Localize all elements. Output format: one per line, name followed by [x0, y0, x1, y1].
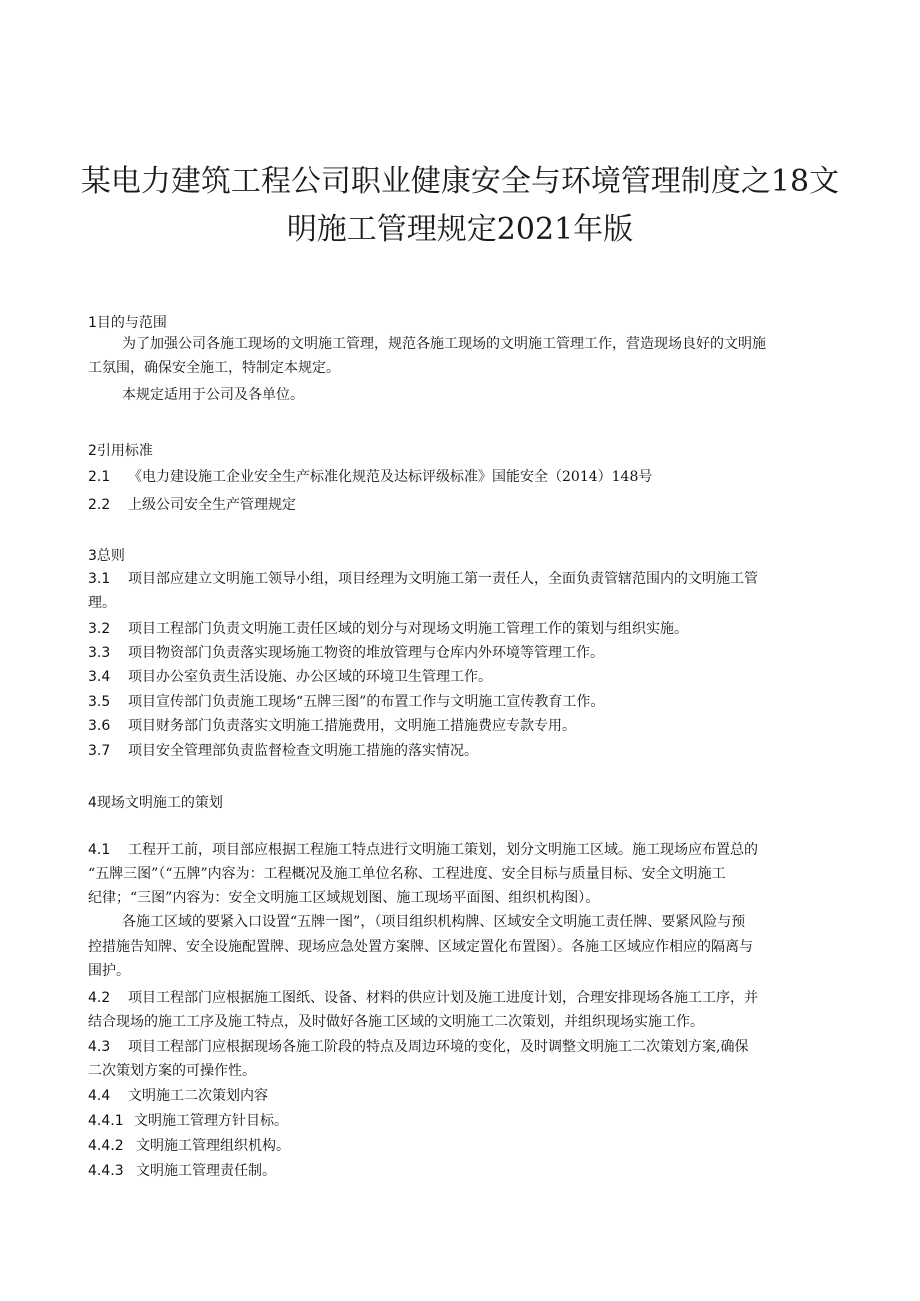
section-1-paragraph-line: 工氛围，确保安全施工，特制定本规定。	[88, 360, 340, 376]
section-1-scope-text: 本规定适用于公司及各单位。	[122, 387, 304, 403]
list-item: 项目部应建立文明施工领导小组，项目经理为文明施工第一责任人，全面负责管辖范围内的文明施工管	[128, 571, 758, 587]
list-item: 项目工程部门负责文明施工责任区域的划分与对现场文明施工管理工作的策划与组织实施。	[128, 621, 688, 637]
sub-item-number: 4.4.2	[88, 1138, 124, 1154]
item-number: 3.6	[88, 718, 111, 734]
item-number: 2.2	[88, 497, 111, 513]
section-2-heading: 2引用标准	[88, 443, 153, 459]
item-number: 3.2	[88, 621, 111, 637]
list-item: 项目办公室负责生活设施、办公区域的环境卫生管理工作。	[128, 669, 492, 685]
document-title-line-2: 明施工管理规定2021年版	[286, 212, 634, 247]
sub-item-number: 4.4.3	[88, 1163, 124, 1179]
section-1-paragraph-line: 为了加强公司各施工现场的文明施工管理，规范各施工现场的文明施工管理工作，营造现场良好的文明施	[122, 336, 766, 352]
list-item: 项目工程部门应根据施工图纸、设备、材料的供应计划及施工进度计划，合理安排现场各施工工序，并	[128, 990, 758, 1006]
list-item: 项目安全管理部负责监督检查文明施工措施的落实情况。	[128, 743, 478, 759]
list-item: 项目财务部门负责落实文明施工措施费用，文明施工措施费应专款专用。	[128, 718, 576, 734]
item-number: 3.4	[88, 669, 111, 685]
paragraph-line: 围护。	[88, 963, 130, 979]
list-item-continuation: 二次策划方案的可操作性。	[88, 1063, 256, 1079]
section-3-heading: 3总则	[88, 548, 125, 564]
item-number: 3.5	[88, 694, 111, 710]
sub-list-item: 文明施工管理组织机构。	[136, 1138, 290, 1154]
item-number: 4.2	[88, 990, 111, 1006]
sub-list-item: 文明施工管理方针目标。	[134, 1113, 288, 1129]
list-item-continuation: “五牌三图”（“五牌”内容为：工程概况及施工单位名称、工程进度、安全目标与质量目标、安全文明施工	[88, 866, 726, 882]
item-number: 2.1	[88, 469, 111, 485]
sub-list-item: 文明施工管理责任制。	[136, 1163, 276, 1179]
paragraph-line: 各施工区域的要紧入口设置“五牌一图”，（项目组织机构牌、区域安全文明施工责任牌、要紧风险与预	[122, 914, 746, 930]
list-item: 《电力建设施工企业安全生产标准化规范及达标评级标准》国能安全（2014）148号	[128, 469, 653, 485]
document-title-line-1: 某电力建筑工程公司职业健康安全与环境管理制度之18文	[80, 164, 840, 199]
section-4-heading: 4现场文明施工的策划	[88, 795, 223, 811]
list-item: 上级公司安全生产管理规定	[128, 497, 296, 513]
item-number: 3.1	[88, 571, 111, 587]
list-item-continuation: 纪律；“三图”内容为：安全文明施工区域规划图、施工现场平面图、组织机构图）。	[88, 890, 600, 906]
item-number: 3.3	[88, 645, 111, 661]
item-number: 4.4	[88, 1088, 111, 1104]
sub-item-number: 4.4.1	[88, 1113, 124, 1129]
list-item-continuation: 理。	[88, 595, 116, 611]
list-item-continuation: 结合现场的施工工序及施工特点，及时做好各施工区域的文明施工二次策划，并组织现场实施工作。	[88, 1014, 704, 1030]
list-item: 工程开工前，项目部应根据工程施工特点进行文明施工策划，划分文明施工区域。施工现场应布置总的	[128, 842, 758, 858]
item-number: 4.1	[88, 842, 111, 858]
list-item: 文明施工二次策划内容	[128, 1088, 268, 1104]
item-number: 3.7	[88, 743, 111, 759]
item-number: 4.3	[88, 1039, 111, 1055]
list-item: 项目物资部门负责落实现场施工物资的堆放管理与仓库内外环境等管理工作。	[128, 645, 604, 661]
list-item: 项目工程部门应根据现场各施工阶段的特点及周边环境的变化，及时调整文明施工二次策划方案,确保	[128, 1039, 749, 1055]
paragraph-line: 控措施告知牌、安全设施配置牌、现场应急处置方案牌、区域定置化布置图）。各施工区域应作相应的隔离与	[88, 939, 753, 955]
list-item: 项目宣传部门负责施工现场“五牌三图”的布置工作与文明施工宣传教育工作。	[128, 694, 605, 710]
section-1-heading: 1目的与范围	[88, 315, 167, 331]
